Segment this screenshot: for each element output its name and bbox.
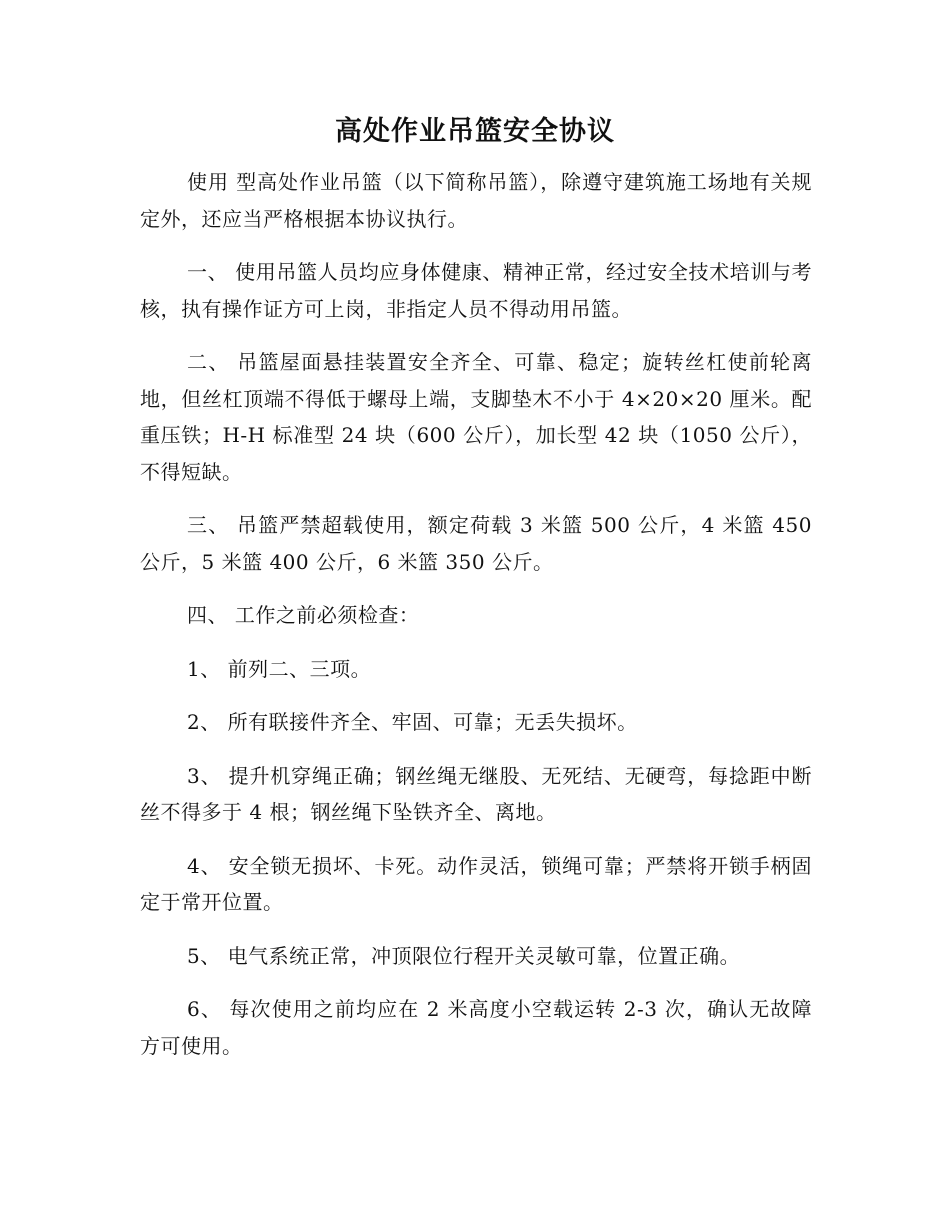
paragraph-spacer xyxy=(140,327,812,344)
document-body xyxy=(140,164,812,1064)
paragraph-spacer xyxy=(140,634,812,651)
document-title: 高处作业吊篮安全协议 xyxy=(335,116,615,147)
paragraph-spacer xyxy=(140,831,812,848)
paragraph-spacer xyxy=(140,687,812,704)
paragraph-spacer xyxy=(140,237,812,254)
section-two: 二、 吊篮屋面悬挂装置安全齐全、可靠、稳定；旋转丝杠使前轮离地，但丝杠顶端不得低于螺母上端，支脚垫木不小于 4×20×20 厘米。配重压铁；H-H 标准型 24 块（600 公斤），加长型 42 块（1050 公斤），不得短缺。 xyxy=(140,350,812,484)
paragraph-spacer xyxy=(140,974,812,991)
check-item-1: 1、 前列二、三项。 xyxy=(187,656,372,681)
section-three: 三、 吊篮严禁超载使用，额定荷载 3 米篮 500 公斤，4 米篮 450 公斤，5 米篮 400 公斤，6 米篮 350 公斤。 xyxy=(140,513,812,574)
check-item-5: 5、 电气系统正常，冲顶限位行程开关灵敏可靠，位置正确。 xyxy=(187,943,741,968)
check-item-4: 4、 安全锁无损坏、卡死。动作灵活，锁绳可靠；严禁将开锁手柄固定于常开位置。 xyxy=(140,853,812,914)
paragraph-spacer xyxy=(140,580,812,597)
section-one: 一、 使用吊篮人员均应身体健康、精神正常，经过安全技术培训与考核，执有操作证方可上岗，非指定人员不得动用吊篮。 xyxy=(140,260,812,321)
intro-paragraph: 使用 型高处作业吊篮（以下简称吊篮），除遵守建筑施工场地有关规定外，还应当严格根据本协议执行。 xyxy=(140,170,812,231)
check-item-2: 2、 所有联接件齐全、牢固、可靠；无丢失损坏。 xyxy=(187,710,638,734)
section-four: 四、 工作之前必须检查： xyxy=(187,603,420,627)
paragraph-spacer xyxy=(140,921,812,938)
check-item-6: 6、 每次使用之前均应在 2 米高度小空载运转 2-3 次，确认无故障方可使用。 xyxy=(140,997,812,1058)
paragraph-spacer xyxy=(140,741,812,758)
check-item-3: 3、 提升机穿绳正确；钢丝绳无继股、无死结、无硬弯，每捻距中断丝不得多于 4 根；钢丝绳下坠铁齐全、离地。 xyxy=(140,763,812,824)
paragraph-spacer xyxy=(140,490,812,507)
